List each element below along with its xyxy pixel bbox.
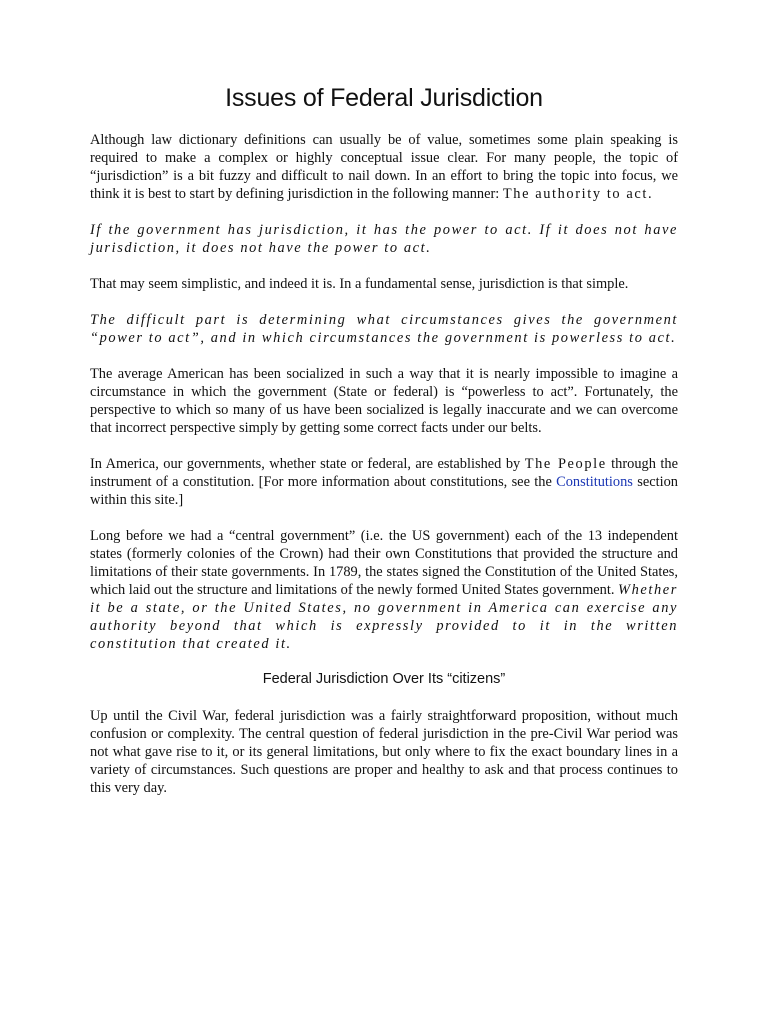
paragraph-simplistic: That may seem simplistic, and indeed it is. In a fundamental sense, jurisdiction is that simple. xyxy=(90,276,629,292)
the-people-emphasis: The People xyxy=(524,456,607,472)
paragraph-constitution-middle: through the instrument of a constitution. [For more information about constitutions, see the xyxy=(90,456,678,490)
paragraph-intro xyxy=(90,131,678,203)
paragraph-central-government-text: Long before we had a “central government” (i.e. the US government) each of the 13 independent states (formerly colonies of the Crown) had their own Constitutions that provided the structure and limitations of their state governments. In 1789, the states signed the Constitution of the United States, which laid out the structure and limitations of the newly formed United States government. xyxy=(90,528,678,598)
paragraph-central-government xyxy=(90,527,678,653)
document-page xyxy=(90,84,678,815)
paragraph-constitution xyxy=(90,455,678,509)
paragraph-constitution-before: In America, our governments, whether state or federal, are established by xyxy=(90,456,525,472)
paragraph-constitution-after: section within this site.] xyxy=(90,474,678,508)
section-subheading: Federal Jurisdiction Over Its “citizens” xyxy=(262,671,506,687)
paragraph-civil-war: Up until the Civil War, federal jurisdiction was a fairly straightforward proposition, without much confusion or complexity. The central question of federal jurisdiction in the pre-Civil War period was not what gave rise to it, or its general limitations, but only where to fix the exact boundary lines in a variety of circumstances. Such questions are proper and healthy to ask and that process continues to this very day. xyxy=(90,708,678,796)
paragraph-difficult-part: The difficult part is determining what circumstances gives the government “power to act”, and in which circumstances the government is powerless to act. xyxy=(90,312,678,346)
page-title: Issues of Federal Jurisdiction xyxy=(225,84,543,112)
paragraph-power-to-act: If the government has jurisdiction, it has the power to act. If it does not have jurisdiction, it does not have the power to act. xyxy=(90,222,678,256)
paragraph-central-government-italic: Whether it be a state, or the United States, no government in America can exercise any authority beyond that which is expressly provided to it in the written constitution that created it. xyxy=(90,582,678,652)
constitutions-link[interactable]: Constitutions xyxy=(556,474,633,490)
paragraph-intro-text: Although law dictionary definitions can usually be of value, sometimes some plain speaking is required to make a complex or highly conceptual issue clear. For many people, the topic of “jurisdiction” is a bit fuzzy and difficult to nail down. In an effort to bring the topic into focus, we think it is best to start by defining jurisdiction in the following manner: xyxy=(90,132,678,202)
definition-emphasis: The authority to act. xyxy=(502,186,654,202)
paragraph-socialized: The average American has been socialized in such a way that it is nearly impossible to imagine a circumstance in which the government (State or federal) is “powerless to act”. Fortunately, the perspective to which so many of us have been socialized is legally inaccurate and we can overcome that incorrect perspective simply by getting some correct facts under our belts. xyxy=(90,366,678,436)
